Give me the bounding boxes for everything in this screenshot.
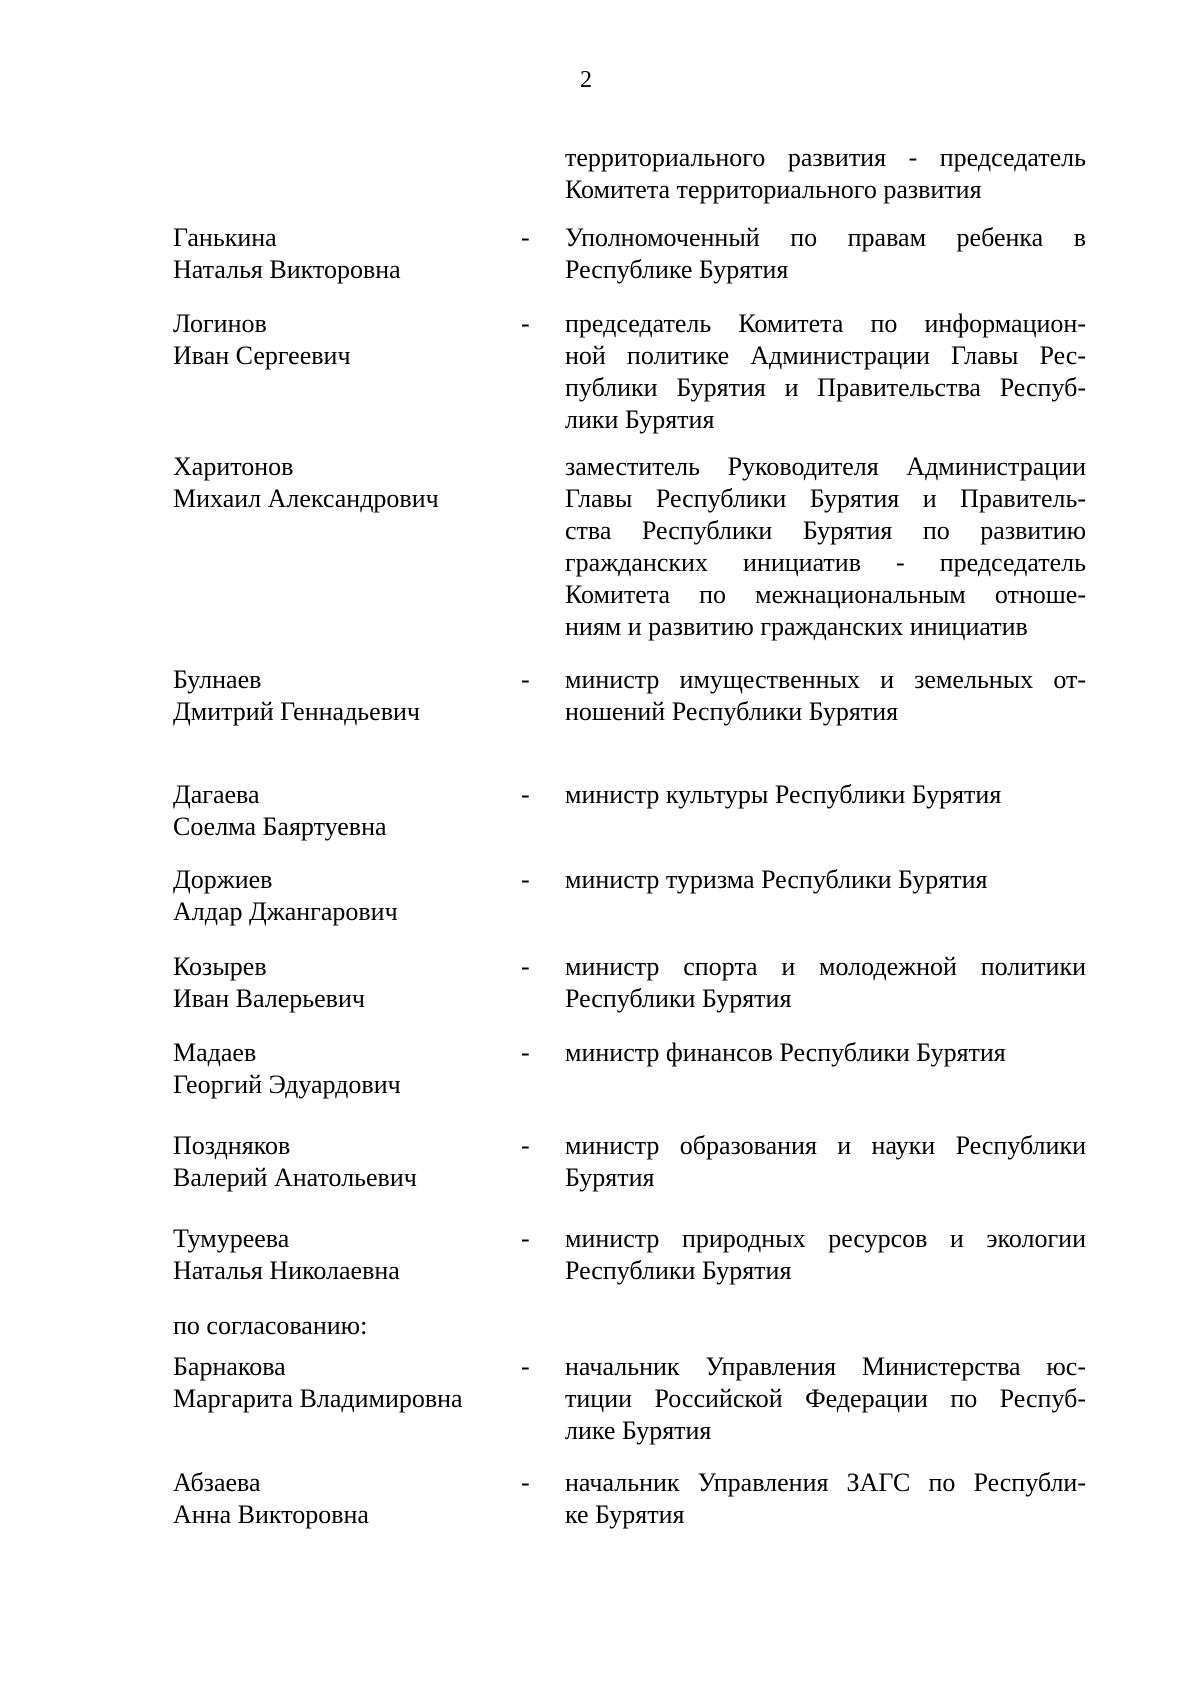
member-position (565, 779, 1086, 811)
separator-dash: - (521, 665, 530, 694)
member-surname: Тумуреева (173, 1224, 290, 1253)
description-line: министр финансов Республики Бурятия (565, 1038, 1006, 1067)
member-position (565, 1351, 1086, 1447)
member-given-names: Иван Сергеевич (173, 341, 351, 370)
separator-dash: - (521, 1352, 530, 1381)
description-line: лики Бурятия (565, 405, 715, 434)
member-surname: Абзаева (173, 1468, 261, 1497)
description-line: министр туризма Республики Бурятия (565, 865, 988, 894)
description-line: ниям и развитию гражданских инициатив (565, 612, 1028, 641)
member-name (173, 779, 513, 843)
member-name (173, 664, 513, 728)
member-name (173, 1037, 513, 1101)
member-given-names: Анна Викторовна (173, 1500, 369, 1529)
member-surname: Мадаев (173, 1038, 257, 1067)
member-surname: Логинов (173, 309, 267, 338)
member-name (173, 1223, 513, 1287)
separator-dash: - (521, 1224, 530, 1253)
member-name (173, 308, 513, 372)
member-name (173, 1467, 513, 1531)
member-given-names: Соелма Баяртуевна (173, 812, 387, 841)
description-line: Уполномоченный по правам ребенка в (565, 223, 1086, 252)
member-name (173, 222, 513, 286)
separator-dash: - (521, 952, 530, 981)
member-given-names: Наталья Викторовна (173, 255, 401, 284)
description-line: ке Бурятия (565, 1500, 685, 1529)
member-surname: Харитонов (173, 452, 294, 481)
member-name (173, 1130, 513, 1194)
member-position (565, 1037, 1086, 1069)
description-line: ства Республики Бурятия по развитию (565, 516, 1086, 545)
member-surname: Поздняков (173, 1131, 291, 1160)
member-surname: Булнаев (173, 665, 262, 694)
page-number: 2 (580, 67, 592, 93)
member-surname: Доржиев (173, 865, 273, 894)
member-position (565, 1223, 1086, 1287)
description-line: министр образования и науки Республики (565, 1131, 1086, 1160)
member-given-names: Маргарита Владимировна (173, 1384, 463, 1413)
description-line: министр культуры Республики Бурятия (565, 780, 1002, 809)
description-line: министр природных ресурсов и экологии (565, 1224, 1086, 1253)
separator-dash: - (521, 780, 530, 809)
member-position (565, 451, 1086, 643)
description-line: начальник Управления Министерства юс- (565, 1352, 1086, 1381)
member-surname: Ганькина (173, 223, 277, 252)
description-line: ношений Республики Бурятия (565, 697, 899, 726)
description-line: начальник Управления ЗАГС по Республи- (565, 1468, 1086, 1497)
member-position (565, 951, 1086, 1015)
separator-dash: - (521, 1038, 530, 1067)
section-label-agreement: по согласованию: (173, 1311, 368, 1340)
description-line: Главы Республики Бурятия и Правитель- (565, 484, 1086, 513)
description-line: тиции Российской Федерации по Респуб- (565, 1384, 1086, 1413)
description-line: Республики Бурятия (565, 984, 792, 1013)
description-line: председатель Комитета по информацион- (565, 309, 1086, 338)
member-given-names: Георгий Эдуардович (173, 1070, 401, 1099)
member-given-names: Иван Валерьевич (173, 984, 365, 1013)
separator-dash: - (521, 865, 530, 894)
description-line: Бурятия (565, 1163, 655, 1192)
description-line: территориального развития - председатель (565, 143, 1086, 172)
member-given-names: Алдар Джангарович (173, 897, 398, 926)
description-line: Республике Бурятия (565, 255, 789, 284)
description-line: заместитель Руководителя Администрации (565, 452, 1086, 481)
member-given-names: Михаил Александрович (173, 484, 439, 513)
member-position (565, 222, 1086, 286)
separator-dash: - (521, 309, 530, 338)
description-line: министр спорта и молодежной политики (565, 952, 1086, 981)
description-line: Комитета по межнациональным отноше- (565, 580, 1086, 609)
member-name (173, 1351, 513, 1415)
description-line: гражданских инициатив - председатель (565, 548, 1086, 577)
member-name (173, 864, 513, 928)
description-line: публики Бурятия и Правительства Респуб- (565, 373, 1086, 402)
description-line: министр имущественных и земельных от- (565, 665, 1086, 694)
separator-dash: - (521, 223, 530, 252)
member-position (565, 664, 1086, 728)
description-line: Комитета территориального развития (565, 175, 982, 204)
member-position (565, 308, 1086, 436)
description-line: Республики Бурятия (565, 1256, 792, 1285)
member-name (173, 451, 513, 515)
member-surname: Дагаева (173, 780, 260, 809)
member-name (173, 951, 513, 1015)
member-given-names: Дмитрий Геннадьевич (173, 697, 420, 726)
separator-dash: - (521, 1131, 530, 1160)
description-line: ной политике Администрации Главы Рес- (565, 341, 1086, 370)
member-position (565, 1130, 1086, 1194)
separator-dash: - (521, 1468, 530, 1497)
member-position (565, 864, 1086, 896)
member-position (565, 1467, 1086, 1531)
description-line: лике Бурятия (565, 1416, 712, 1445)
member-given-names: Наталья Николаевна (173, 1256, 400, 1285)
member-surname: Козырев (173, 952, 267, 981)
member-surname: Барнакова (173, 1352, 286, 1381)
member-given-names: Валерий Анатольевич (173, 1163, 417, 1192)
